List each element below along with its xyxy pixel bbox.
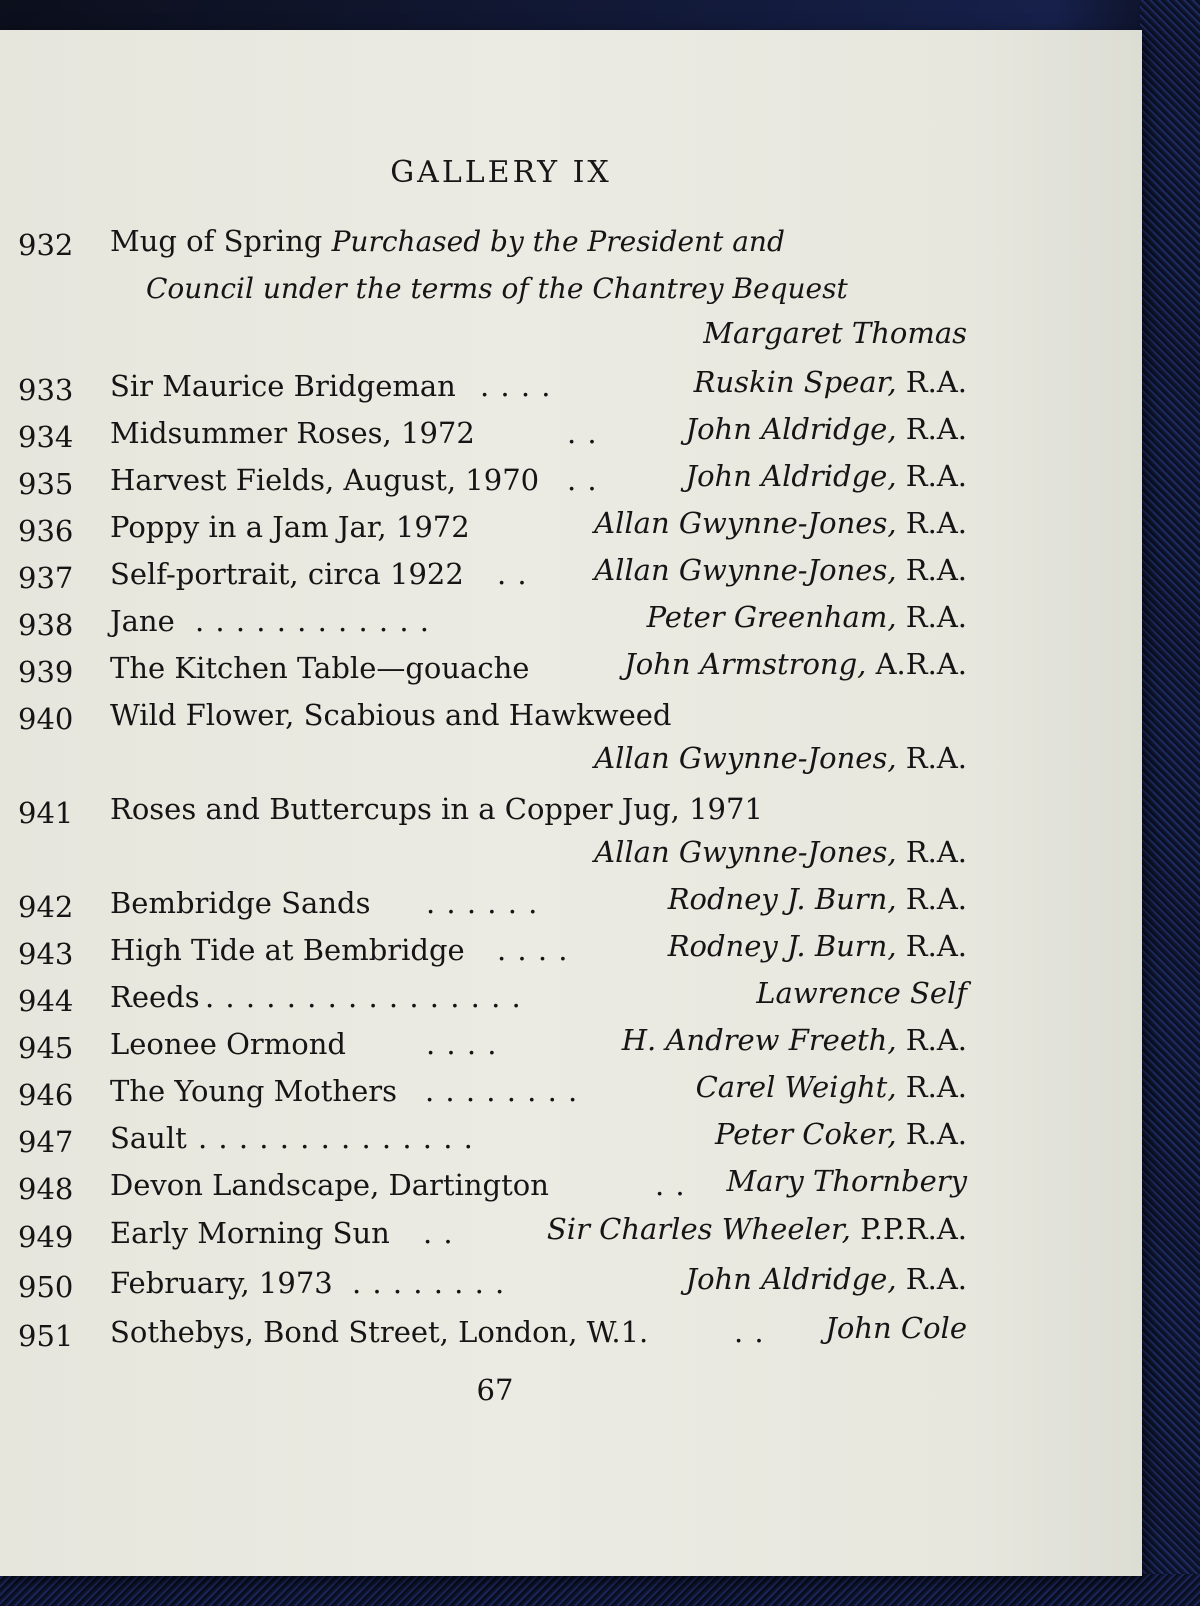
dot-leader: . . . . . . . . [352, 1266, 506, 1300]
entry-title: Early Morning Sun [110, 1216, 390, 1250]
entry-artist: John Armstrong, A.R.A. [624, 647, 967, 681]
entry-number: 934 [18, 420, 74, 454]
entry-note: Purchased by the President and [331, 225, 785, 258]
entry-number: 944 [18, 984, 74, 1018]
entry-artist: Mary Thornbery [726, 1164, 967, 1198]
entry-951 [0, 1311, 1142, 1361]
entry-number: 942 [18, 890, 74, 924]
entry-941-line-2 [0, 835, 1142, 885]
entry-944 [0, 976, 1142, 1026]
entry-946 [0, 1070, 1142, 1120]
entry-title: Midsummer Roses, 1972 [110, 416, 475, 450]
entry-number: 940 [18, 702, 74, 736]
entry-number: 948 [18, 1172, 74, 1206]
dot-leader: . . . . [497, 933, 569, 967]
dot-leader: . . . . . . . . . . . . [195, 604, 431, 638]
entry-941 [0, 792, 1142, 838]
entry-number: 949 [18, 1220, 74, 1254]
entry-948 [0, 1164, 1142, 1214]
entry-title: Bembridge Sands [110, 886, 371, 920]
entry-number: 932 [18, 228, 74, 262]
entry-title: Leonee Ormond [110, 1027, 346, 1061]
dot-leader: . . . . . . . . . . . . . . . . [205, 980, 522, 1014]
entry-number: 947 [18, 1125, 74, 1159]
book-cover-bottom [0, 1574, 1200, 1606]
entry-artist: Carel Weight, R.A. [695, 1070, 967, 1104]
entry-artist: H. Andrew Freeth, R.A. [621, 1023, 967, 1057]
entry-940-line-2 [0, 741, 1142, 791]
dot-leader: . . . . . . [426, 886, 539, 920]
entry-934 [0, 412, 1142, 462]
dot-leader: . . [734, 1315, 765, 1349]
entry-942 [0, 882, 1142, 932]
entry-number: 938 [18, 608, 74, 642]
entry-title: Harvest Fields, August, 1970 [110, 463, 540, 497]
entry-number: 945 [18, 1031, 74, 1065]
entry-title: Roses and Buttercups in a Copper Jug, 1971 [110, 792, 763, 826]
entry-933 [0, 365, 1142, 415]
book-cover-edge [1140, 0, 1200, 1606]
entry-artist: John Aldridge, R.A. [685, 1262, 967, 1296]
entry-artist: Rodney J. Burn, R.A. [667, 882, 967, 916]
entry-title: Self-portrait, circa 1922 [110, 557, 464, 591]
entry-940 [0, 698, 1142, 744]
dot-leader: . . [497, 557, 528, 591]
entry-number: 951 [18, 1319, 74, 1353]
entry-note: Council under the terms of the Chantrey Bequest [146, 272, 848, 305]
entry-932 [0, 224, 1142, 270]
entry-932-line-3 [0, 316, 1142, 366]
dot-leader: . . [567, 463, 598, 497]
entry-artist: Lawrence Self [756, 976, 967, 1010]
entry-945 [0, 1023, 1142, 1073]
gallery-heading: GALLERY IX [390, 155, 612, 190]
dot-leader: . . . . [480, 369, 552, 403]
entry-936 [0, 506, 1142, 556]
entry-artist: Sir Charles Wheeler, P.P.R.A. [546, 1212, 967, 1246]
entry-number: 936 [18, 514, 74, 548]
entry-artist: Allan Gwynne-Jones, R.A. [594, 506, 967, 540]
entry-949 [0, 1212, 1142, 1262]
dot-leader: . . [567, 416, 598, 450]
entry-list [0, 30, 1142, 1576]
entry-950 [0, 1262, 1142, 1312]
entry-title: The Young Mothers [110, 1074, 398, 1108]
entry-939 [0, 647, 1142, 697]
entry-artist: Peter Greenham, R.A. [646, 600, 967, 634]
dot-leader: . . . . . . . . [425, 1074, 579, 1108]
entry-number: 946 [18, 1078, 74, 1112]
entry-title: Poppy in a Jam Jar, 1972 [110, 510, 470, 544]
entry-938 [0, 600, 1142, 650]
dot-leader: . . . . [426, 1027, 498, 1061]
dot-leader: . . [655, 1168, 686, 1202]
entry-artist: Peter Coker, R.A. [715, 1117, 967, 1151]
entry-947 [0, 1117, 1142, 1167]
entry-title: Sothebys, Bond Street, London, W.1. [110, 1315, 649, 1349]
entry-title: The Kitchen Table—gouache [110, 651, 530, 685]
page-number: 67 [476, 1373, 514, 1407]
entry-number: 937 [18, 561, 74, 595]
entry-935 [0, 459, 1142, 509]
entry-artist: Allan Gwynne-Jones, R.A. [594, 553, 967, 587]
entry-artist: Margaret Thomas [703, 316, 967, 350]
entry-number: 933 [18, 373, 74, 407]
entry-number: 950 [18, 1270, 74, 1304]
entry-number: 941 [18, 796, 74, 830]
entry-title: Devon Landscape, Dartington [110, 1168, 549, 1202]
entry-943 [0, 929, 1142, 979]
entry-title: High Tide at Bembridge [110, 933, 465, 967]
entry-artist: John Cole [825, 1311, 967, 1345]
entry-artist: John Aldridge, R.A. [685, 412, 967, 446]
entry-title: Mug of Spring Purchased by the President and [110, 224, 785, 258]
entry-title: February, 1973 [110, 1266, 333, 1300]
entry-artist: Rodney J. Burn, R.A. [667, 929, 967, 963]
entry-title: Jane [110, 604, 175, 638]
entry-title: Reeds [110, 980, 200, 1014]
entry-artist: Allan Gwynne-Jones, R.A. [594, 835, 967, 869]
entry-title: Sault [110, 1121, 187, 1155]
entry-932-line-2 [0, 272, 1142, 318]
entry-number: 935 [18, 467, 74, 501]
entry-artist: Allan Gwynne-Jones, R.A. [594, 741, 967, 775]
dot-leader: . . [423, 1216, 454, 1250]
entry-artist: John Aldridge, R.A. [685, 459, 967, 493]
entry-number: 943 [18, 937, 74, 971]
entry-937 [0, 553, 1142, 603]
entry-title: Wild Flower, Scabious and Hawkweed [110, 698, 672, 732]
dot-leader: . . . . . . . . . . . . . . [198, 1121, 474, 1155]
catalogue-page [0, 30, 1142, 1576]
entry-number: 939 [18, 655, 74, 689]
entry-title: Sir Maurice Bridgeman [110, 369, 456, 403]
entry-artist: Ruskin Spear, R.A. [693, 365, 967, 399]
